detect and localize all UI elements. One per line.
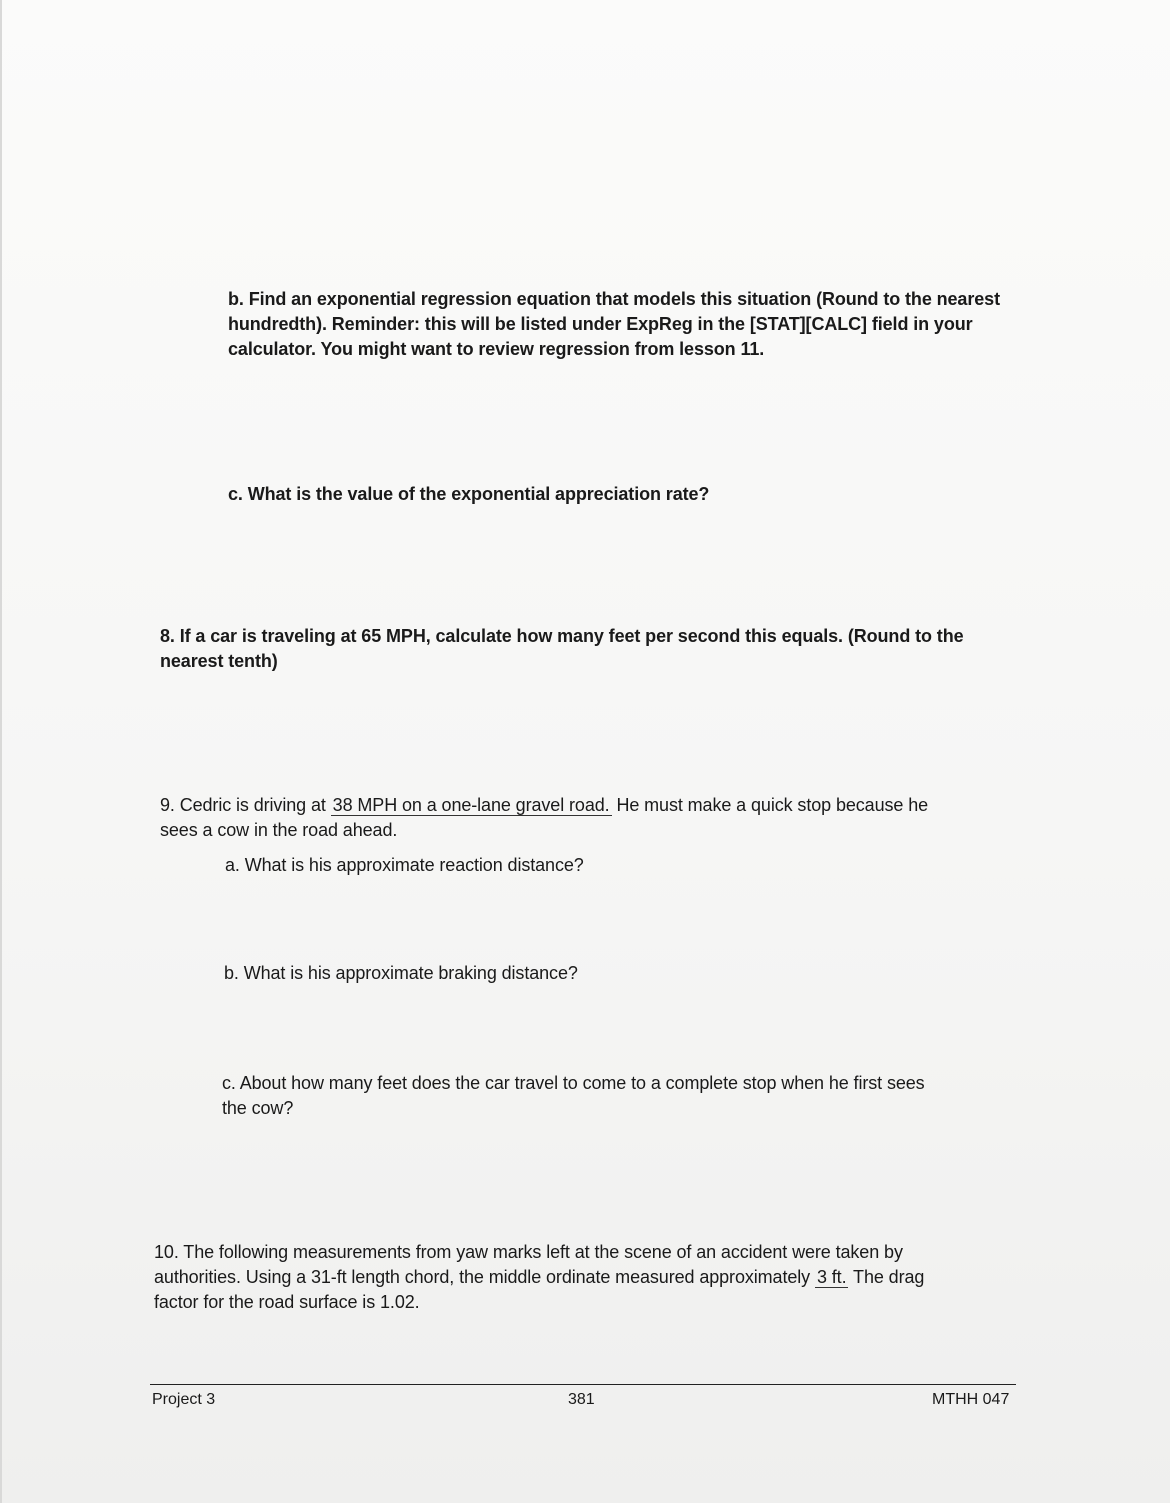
question-9-line-1 bbox=[160, 793, 1020, 818]
question-7c-text: c. What is the value of the exponential appreciation rate? bbox=[228, 484, 710, 504]
question-9-underlined-text: 38 MPH on a one-lane gravel road. bbox=[332, 795, 610, 815]
question-9b bbox=[224, 961, 1024, 986]
question-9b-text: b. What is his approximate braking distance? bbox=[224, 963, 578, 983]
question-9-suffix: He must make a quick stop because he bbox=[611, 795, 929, 815]
question-7b-line-2: hundredth). Reminder: this will be listed under ExpReg in the [STAT][CALC] field in your bbox=[228, 314, 973, 334]
page-edge bbox=[0, 0, 2, 1503]
question-10-line-2 bbox=[154, 1265, 1024, 1290]
question-9c-line-2: the cow? bbox=[222, 1098, 294, 1118]
question-9c bbox=[222, 1071, 1022, 1121]
question-10-line-3: factor for the road surface is 1.02. bbox=[154, 1292, 420, 1312]
question-9-prefix: 9. Cedric is driving at bbox=[160, 795, 331, 815]
question-9a-text: a. What is his approximate reaction distance? bbox=[225, 855, 584, 875]
question-7b-line-1: b. Find an exponential regression equation that models this situation (Round to the nearest bbox=[228, 289, 1000, 309]
question-8-line-2: nearest tenth) bbox=[160, 651, 278, 671]
question-10 bbox=[154, 1240, 1024, 1315]
question-8 bbox=[160, 624, 1020, 674]
question-10-line-1: 10. The following measurements from yaw marks left at the scene of an accident were taken by bbox=[154, 1242, 903, 1262]
question-10-line-2-prefix: authorities. Using a 31-ft length chord, the middle ordinate measured approximately bbox=[154, 1267, 815, 1287]
question-10-underlined-text: 3 ft. bbox=[816, 1267, 847, 1287]
question-7c bbox=[228, 482, 1028, 507]
question-9 bbox=[160, 793, 1020, 843]
footer-right: MTHH 047 bbox=[932, 1391, 1010, 1408]
question-9a bbox=[225, 853, 1025, 878]
question-9-line-2: sees a cow in the road ahead. bbox=[160, 820, 398, 840]
question-8-line-1: 8. If a car is traveling at 65 MPH, calculate how many feet per second this equals. (Round to the bbox=[160, 626, 964, 646]
page-number: 381 bbox=[568, 1391, 595, 1408]
question-10-line-2-suffix: The drag bbox=[848, 1267, 925, 1287]
question-9c-line-1: c. About how many feet does the car travel to come to a complete stop when he first sees bbox=[222, 1073, 925, 1093]
footer-left: Project 3 bbox=[152, 1391, 216, 1408]
question-7b bbox=[228, 287, 1028, 362]
footer-divider bbox=[150, 1384, 1016, 1385]
question-7b-line-3: calculator. You might want to review regression from lesson 11. bbox=[228, 339, 765, 359]
